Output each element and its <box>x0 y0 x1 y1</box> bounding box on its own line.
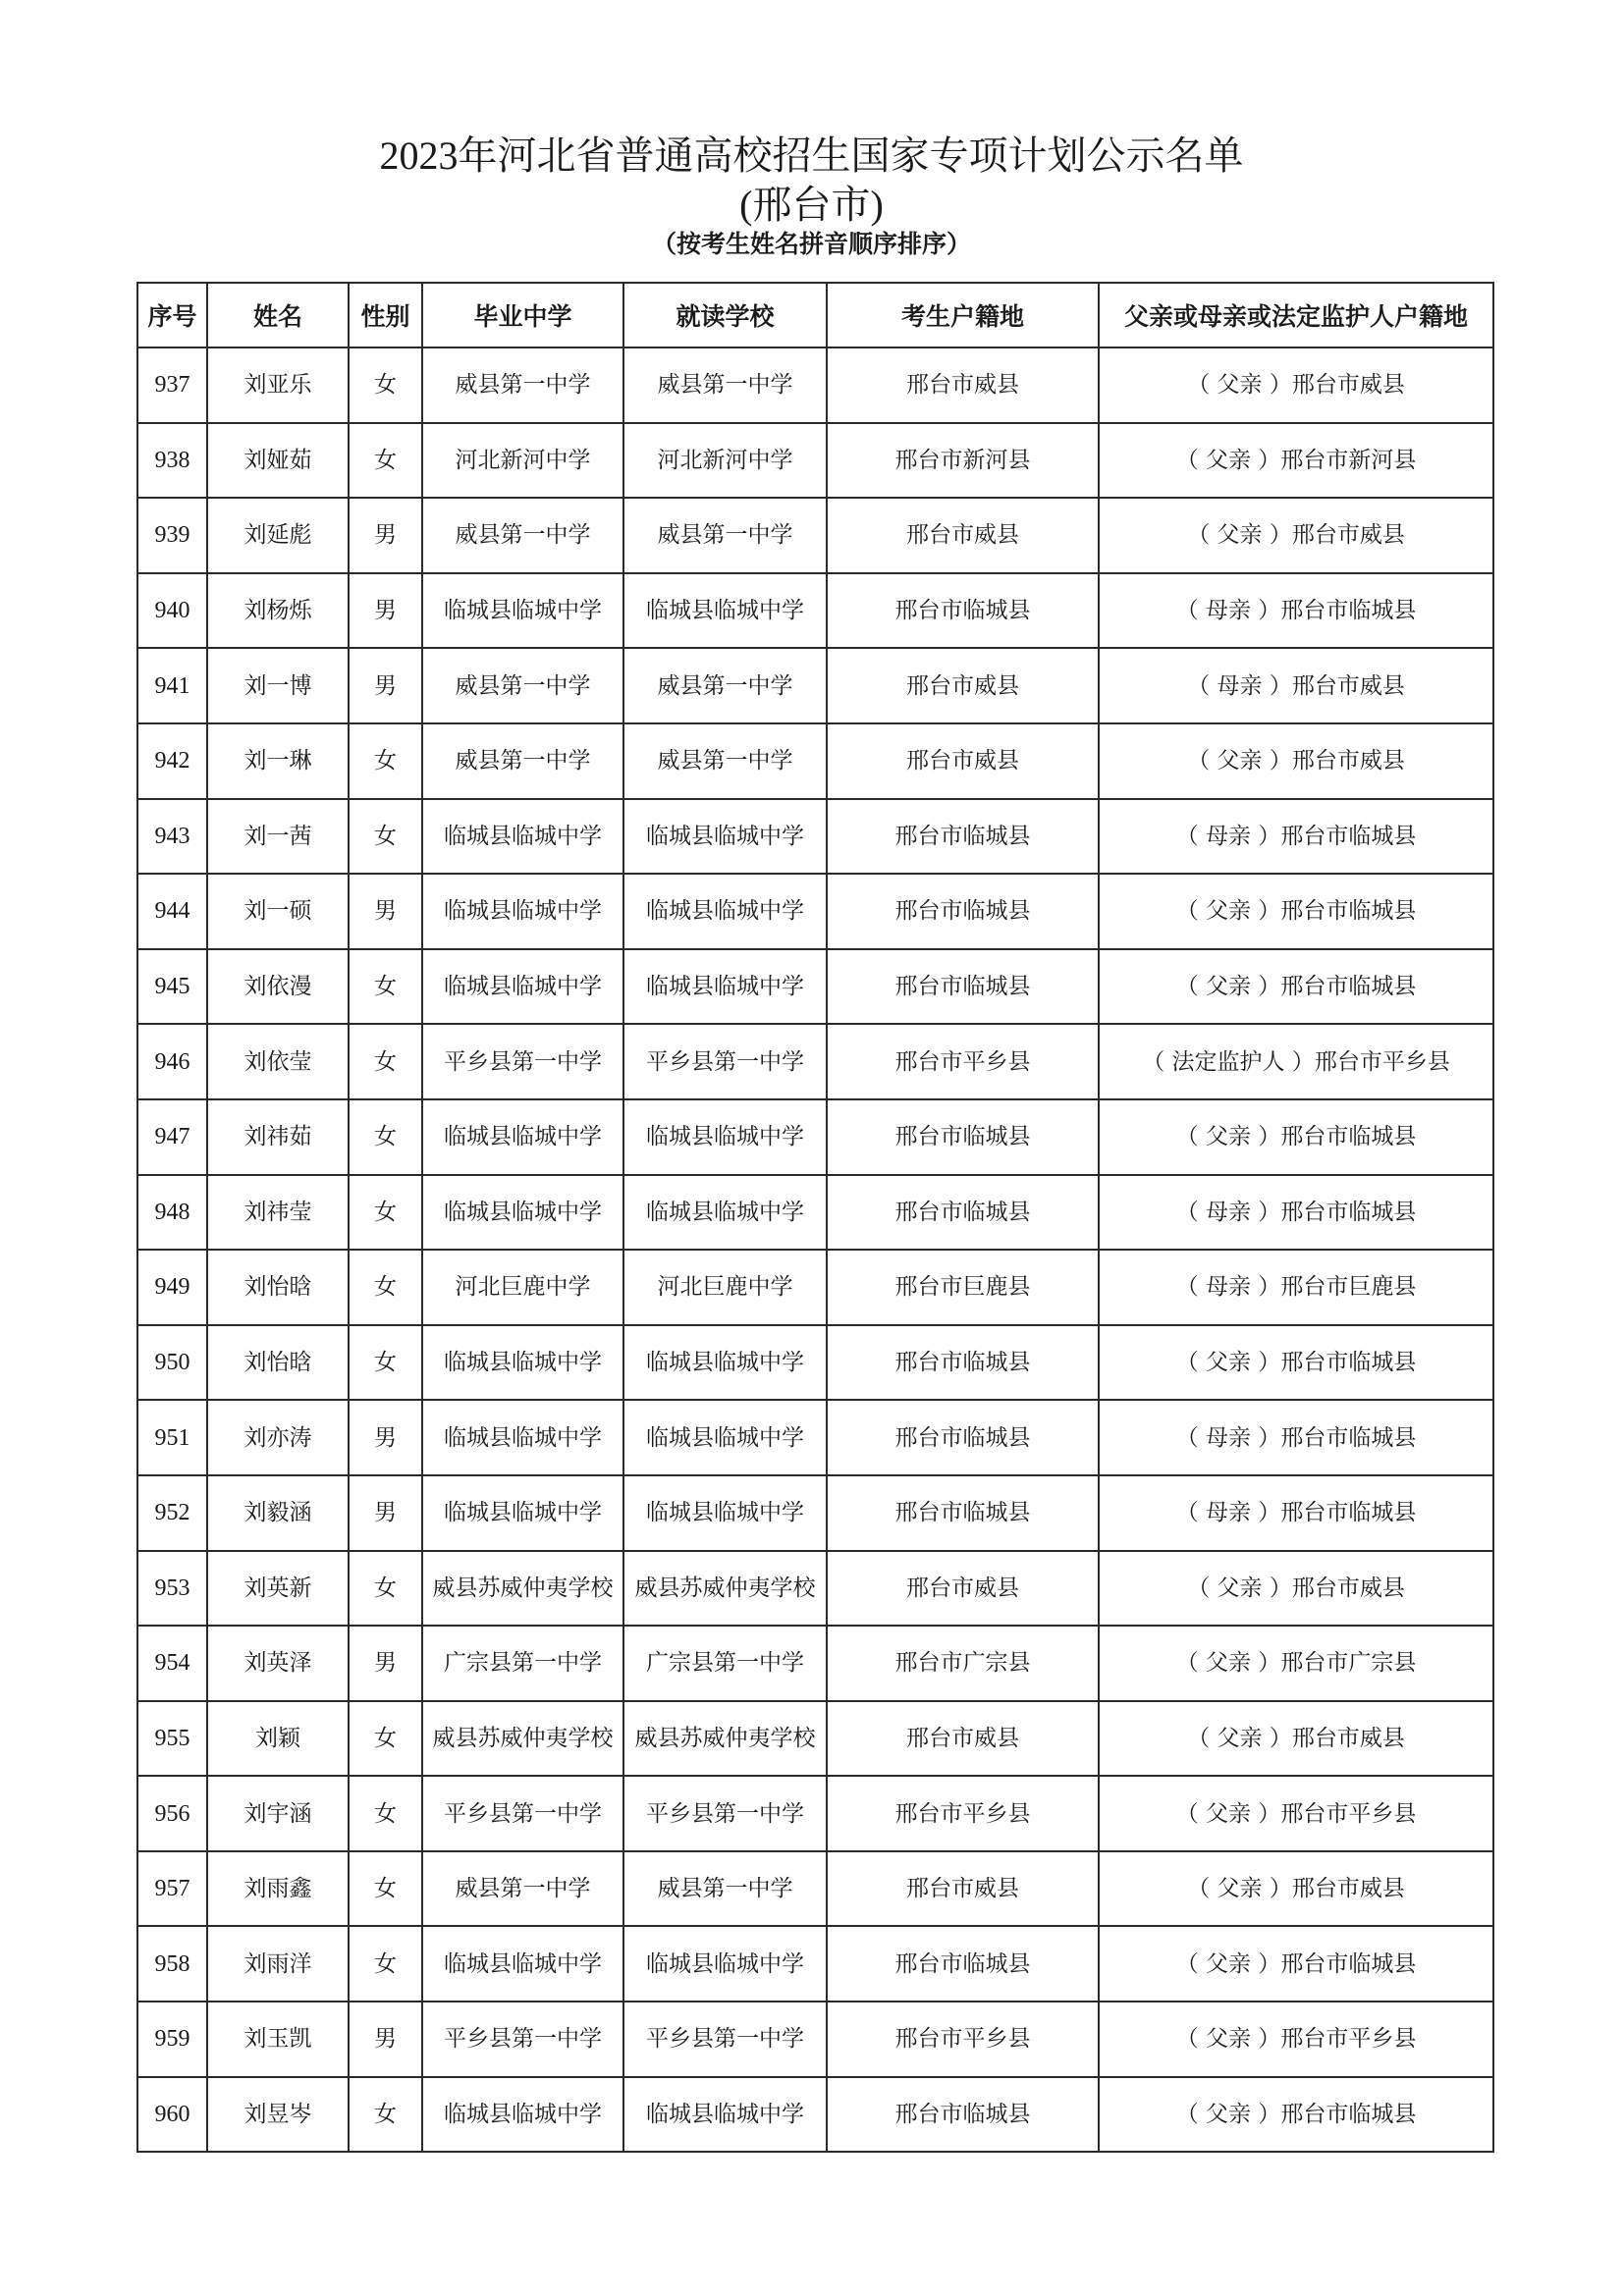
cell-guardian-residence <box>1099 1701 1493 1777</box>
cell-guardian-residence <box>1099 723 1493 799</box>
cell-study-school: 临城县临城中学 <box>623 799 827 875</box>
cell-gender: 男 <box>349 2002 422 2077</box>
cell-residence: 邢台市威县 <box>827 347 1099 423</box>
table-row <box>137 423 1493 499</box>
guardian-relation: （ 父亲 ） <box>1187 748 1292 774</box>
cell-name: 刘祎莹 <box>207 1175 349 1251</box>
table-row <box>137 1776 1493 1851</box>
cell-residence: 邢台市临城县 <box>827 799 1099 875</box>
cell-grad-school: 临城县临城中学 <box>422 799 623 875</box>
cell-guardian-residence <box>1099 1551 1493 1627</box>
roster-table <box>136 282 1494 2153</box>
table-row <box>137 648 1493 723</box>
cell-guardian-residence <box>1099 1776 1493 1851</box>
guardian-relation: （ 母亲 ） <box>1187 672 1292 699</box>
cell-study-school: 临城县临城中学 <box>623 874 827 949</box>
cell-guardian-residence <box>1099 1175 1493 1251</box>
cell-name: 刘娅茹 <box>207 423 349 499</box>
table-header-row <box>137 283 1493 347</box>
cell-residence: 邢台市平乡县 <box>827 2002 1099 2077</box>
cell-no: 945 <box>137 949 207 1025</box>
guardian-relation: （ 父亲 ） <box>1175 447 1281 473</box>
cell-name: 刘依漫 <box>207 949 349 1025</box>
cell-no: 959 <box>137 2002 207 2077</box>
cell-no: 956 <box>137 1776 207 1851</box>
cell-grad-school: 平乡县第一中学 <box>422 1024 623 1099</box>
cell-guardian-residence <box>1099 648 1493 723</box>
cell-gender: 女 <box>349 1325 422 1401</box>
guardian-relation: （ 父亲 ） <box>1175 974 1281 1000</box>
cell-grad-school: 临城县临城中学 <box>422 1475 623 1551</box>
guardian-place: 邢台市威县 <box>1291 1876 1405 1902</box>
cell-residence: 邢台市威县 <box>827 498 1099 573</box>
column-header-gender: 性别 <box>349 283 422 347</box>
table-row <box>137 1400 1493 1475</box>
column-header-study-school: 就读学校 <box>623 283 827 347</box>
guardian-place: 邢台市威县 <box>1291 672 1405 699</box>
cell-residence: 邢台市临城县 <box>827 874 1099 949</box>
cell-residence: 邢台市临城县 <box>827 2077 1099 2153</box>
table-row <box>137 1325 1493 1401</box>
cell-no: 937 <box>137 347 207 423</box>
guardian-relation: （ 父亲 ） <box>1175 1800 1281 1827</box>
cell-grad-school: 河北巨鹿中学 <box>422 1250 623 1325</box>
cell-residence: 邢台市临城县 <box>827 1099 1099 1175</box>
guardian-place: 邢台市威县 <box>1291 372 1405 399</box>
cell-name: 刘杨烁 <box>207 573 349 649</box>
cell-grad-school: 平乡县第一中学 <box>422 1776 623 1851</box>
cell-no: 953 <box>137 1551 207 1627</box>
table-row <box>137 2077 1493 2153</box>
cell-residence: 邢台市临城县 <box>827 573 1099 649</box>
cell-study-school: 威县苏威仲夷学校 <box>623 1701 827 1777</box>
cell-grad-school: 威县苏威仲夷学校 <box>422 1701 623 1777</box>
cell-study-school: 平乡县第一中学 <box>623 1776 827 1851</box>
cell-no: 958 <box>137 1926 207 2002</box>
cell-residence: 邢台市广宗县 <box>827 1626 1099 1701</box>
cell-guardian-residence <box>1099 1926 1493 2002</box>
guardian-place: 邢台市威县 <box>1291 1725 1405 1751</box>
cell-residence: 邢台市巨鹿县 <box>827 1250 1099 1325</box>
cell-grad-school: 临城县临城中学 <box>422 573 623 649</box>
cell-name: 刘昱岑 <box>207 2077 349 2153</box>
cell-no: 943 <box>137 799 207 875</box>
column-header-residence: 考生户籍地 <box>827 283 1099 347</box>
cell-residence: 邢台市临城县 <box>827 1400 1099 1475</box>
cell-residence: 邢台市威县 <box>827 1551 1099 1627</box>
cell-grad-school: 威县第一中学 <box>422 648 623 723</box>
cell-guardian-residence <box>1099 1851 1493 1927</box>
cell-no: 952 <box>137 1475 207 1551</box>
table-row <box>137 1551 1493 1627</box>
guardian-place: 邢台市临城县 <box>1280 1124 1417 1150</box>
cell-study-school: 河北新河中学 <box>623 423 827 499</box>
table-row <box>137 723 1493 799</box>
guardian-relation: （ 母亲 ） <box>1175 1424 1281 1451</box>
guardian-relation: （ 父亲 ） <box>1175 898 1281 925</box>
table-row <box>137 1851 1493 1927</box>
cell-residence: 邢台市临城县 <box>827 949 1099 1025</box>
guardian-relation: （ 父亲 ） <box>1187 1575 1292 1601</box>
cell-guardian-residence <box>1099 1250 1493 1325</box>
guardian-place: 邢台市平乡县 <box>1314 1048 1450 1075</box>
cell-guardian-residence <box>1099 573 1493 649</box>
cell-gender: 女 <box>349 1175 422 1251</box>
cell-name: 刘依莹 <box>207 1024 349 1099</box>
cell-name: 刘雨洋 <box>207 1926 349 2002</box>
cell-no: 938 <box>137 423 207 499</box>
guardian-place: 邢台市临城县 <box>1280 1350 1417 1376</box>
cell-residence: 邢台市威县 <box>827 723 1099 799</box>
guardian-place: 邢台市临城县 <box>1280 974 1417 1000</box>
guardian-place: 邢台市广宗县 <box>1280 1650 1417 1677</box>
guardian-relation: （ 母亲 ） <box>1175 1199 1281 1225</box>
table-row <box>137 1250 1493 1325</box>
table-row <box>137 347 1493 423</box>
column-header-no: 序号 <box>137 283 207 347</box>
cell-gender: 男 <box>349 1475 422 1551</box>
cell-no: 948 <box>137 1175 207 1251</box>
cell-no: 944 <box>137 874 207 949</box>
table-row <box>137 1926 1493 2002</box>
cell-no: 957 <box>137 1851 207 1927</box>
guardian-relation: （ 法定监护人 ） <box>1142 1048 1315 1075</box>
table-row <box>137 874 1493 949</box>
guardian-place: 邢台市临城县 <box>1280 823 1417 849</box>
cell-grad-school: 临城县临城中学 <box>422 1926 623 2002</box>
cell-study-school: 临城县临城中学 <box>623 1926 827 2002</box>
cell-grad-school: 临城县临城中学 <box>422 2077 623 2153</box>
table-row <box>137 498 1493 573</box>
cell-guardian-residence <box>1099 1099 1493 1175</box>
guardian-place: 邢台市临城县 <box>1280 1199 1417 1225</box>
guardian-place: 邢台市威县 <box>1291 748 1405 774</box>
guardian-relation: （ 父亲 ） <box>1175 1124 1281 1150</box>
guardian-relation: （ 父亲 ） <box>1175 2101 1281 2127</box>
guardian-place: 邢台市威县 <box>1291 1575 1405 1601</box>
cell-guardian-residence <box>1099 1626 1493 1701</box>
cell-study-school: 临城县临城中学 <box>623 1475 827 1551</box>
table-row <box>137 1626 1493 1701</box>
cell-guardian-residence <box>1099 498 1493 573</box>
guardian-relation: （ 父亲 ） <box>1187 1725 1292 1751</box>
cell-residence: 邢台市威县 <box>827 1701 1099 1777</box>
cell-gender: 女 <box>349 1701 422 1777</box>
cell-residence: 邢台市临城县 <box>827 1175 1099 1251</box>
cell-name: 刘亦涛 <box>207 1400 349 1475</box>
guardian-relation: （ 父亲 ） <box>1187 522 1292 549</box>
guardian-place: 邢台市临城县 <box>1280 898 1417 925</box>
cell-residence: 邢台市平乡县 <box>827 1776 1099 1851</box>
cell-gender: 女 <box>349 949 422 1025</box>
cell-name: 刘亚乐 <box>207 347 349 423</box>
cell-name: 刘毅涵 <box>207 1475 349 1551</box>
cell-grad-school: 河北新河中学 <box>422 423 623 499</box>
guardian-relation: （ 父亲 ） <box>1187 1876 1292 1902</box>
cell-study-school: 平乡县第一中学 <box>623 2002 827 2077</box>
cell-residence: 邢台市新河县 <box>827 423 1099 499</box>
cell-gender: 女 <box>349 1776 422 1851</box>
cell-gender: 女 <box>349 1250 422 1325</box>
cell-name: 刘怡晗 <box>207 1325 349 1401</box>
table-row <box>137 2002 1493 2077</box>
cell-gender: 男 <box>349 1400 422 1475</box>
cell-study-school: 临城县临城中学 <box>623 2077 827 2153</box>
cell-no: 954 <box>137 1626 207 1701</box>
cell-gender: 女 <box>349 1099 422 1175</box>
cell-study-school: 临城县临城中学 <box>623 949 827 1025</box>
column-header-name: 姓名 <box>207 283 349 347</box>
document-title: 2023年河北省普通高校招生国家专项计划公示名单 <box>379 133 1244 178</box>
table-row <box>137 799 1493 875</box>
cell-study-school: 平乡县第一中学 <box>623 1024 827 1099</box>
cell-study-school: 威县第一中学 <box>623 1851 827 1927</box>
cell-gender: 女 <box>349 1926 422 2002</box>
cell-grad-school: 临城县临城中学 <box>422 874 623 949</box>
guardian-relation: （ 母亲 ） <box>1175 1274 1281 1301</box>
cell-guardian-residence <box>1099 423 1493 499</box>
table-row <box>137 1024 1493 1099</box>
cell-guardian-residence <box>1099 874 1493 949</box>
guardian-relation: （ 母亲 ） <box>1175 1500 1281 1526</box>
guardian-relation: （ 母亲 ） <box>1175 598 1281 624</box>
cell-study-school: 广宗县第一中学 <box>623 1626 827 1701</box>
guardian-place: 邢台市临城县 <box>1280 2101 1417 2127</box>
guardian-relation: （ 母亲 ） <box>1175 823 1281 849</box>
table-row <box>137 1175 1493 1251</box>
cell-residence: 邢台市威县 <box>827 648 1099 723</box>
cell-name: 刘一硕 <box>207 874 349 949</box>
guardian-relation: （ 父亲 ） <box>1175 1350 1281 1376</box>
cell-no: 955 <box>137 1701 207 1777</box>
table-row <box>137 1099 1493 1175</box>
cell-study-school: 威县第一中学 <box>623 723 827 799</box>
cell-name: 刘一琳 <box>207 723 349 799</box>
cell-grad-school: 临城县临城中学 <box>422 1325 623 1401</box>
cell-gender: 女 <box>349 423 422 499</box>
cell-grad-school: 广宗县第一中学 <box>422 1626 623 1701</box>
guardian-place: 邢台市临城县 <box>1280 1950 1417 1977</box>
cell-gender: 男 <box>349 498 422 573</box>
cell-no: 942 <box>137 723 207 799</box>
cell-residence: 邢台市临城县 <box>827 1325 1099 1401</box>
cell-gender: 男 <box>349 874 422 949</box>
cell-grad-school: 平乡县第一中学 <box>422 2002 623 2077</box>
cell-no: 939 <box>137 498 207 573</box>
cell-guardian-residence <box>1099 1475 1493 1551</box>
cell-guardian-residence <box>1099 1024 1493 1099</box>
cell-study-school: 临城县临城中学 <box>623 573 827 649</box>
cell-grad-school: 威县苏威仲夷学校 <box>422 1551 623 1627</box>
cell-residence: 邢台市平乡县 <box>827 1024 1099 1099</box>
guardian-place: 邢台市临城县 <box>1280 1500 1417 1526</box>
cell-study-school: 威县第一中学 <box>623 347 827 423</box>
cell-gender: 女 <box>349 1551 422 1627</box>
guardian-relation: （ 父亲 ） <box>1175 1950 1281 1977</box>
guardian-place: 邢台市巨鹿县 <box>1280 1274 1417 1301</box>
cell-residence: 邢台市临城县 <box>827 1926 1099 2002</box>
cell-gender: 男 <box>349 1626 422 1701</box>
document-subtitle-city: (邢台市) <box>739 183 884 227</box>
guardian-relation: （ 父亲 ） <box>1187 372 1292 399</box>
cell-grad-school: 威县第一中学 <box>422 1851 623 1927</box>
cell-name: 刘玉凯 <box>207 2002 349 2077</box>
cell-gender: 女 <box>349 347 422 423</box>
table-row <box>137 573 1493 649</box>
guardian-place: 邢台市平乡县 <box>1280 2026 1417 2053</box>
table-row <box>137 1701 1493 1777</box>
cell-grad-school: 临城县临城中学 <box>422 1099 623 1175</box>
guardian-place: 邢台市临城县 <box>1280 598 1417 624</box>
cell-study-school: 临城县临城中学 <box>623 1175 827 1251</box>
document-sort-note: （按考生姓名拼音顺序排序） <box>651 230 971 258</box>
cell-gender: 男 <box>349 648 422 723</box>
table-row <box>137 949 1493 1025</box>
cell-residence: 邢台市临城县 <box>827 1475 1099 1551</box>
cell-study-school: 威县苏威仲夷学校 <box>623 1551 827 1627</box>
column-header-grad-school: 毕业中学 <box>422 283 623 347</box>
cell-guardian-residence <box>1099 347 1493 423</box>
cell-grad-school: 威县第一中学 <box>422 347 623 423</box>
cell-gender: 男 <box>349 573 422 649</box>
cell-no: 946 <box>137 1024 207 1099</box>
guardian-relation: （ 父亲 ） <box>1175 1650 1281 1677</box>
cell-grad-school: 临城县临城中学 <box>422 949 623 1025</box>
cell-no: 940 <box>137 573 207 649</box>
cell-guardian-residence <box>1099 1400 1493 1475</box>
cell-gender: 女 <box>349 1024 422 1099</box>
cell-study-school: 临城县临城中学 <box>623 1325 827 1401</box>
table-row <box>137 1475 1493 1551</box>
cell-study-school: 临城县临城中学 <box>623 1099 827 1175</box>
cell-name: 刘一博 <box>207 648 349 723</box>
guardian-place: 邢台市平乡县 <box>1280 1800 1417 1827</box>
cell-guardian-residence <box>1099 2002 1493 2077</box>
cell-grad-school: 临城县临城中学 <box>422 1175 623 1251</box>
cell-study-school: 河北巨鹿中学 <box>623 1250 827 1325</box>
cell-name: 刘英新 <box>207 1551 349 1627</box>
cell-name: 刘英泽 <box>207 1626 349 1701</box>
cell-name: 刘怡晗 <box>207 1250 349 1325</box>
cell-guardian-residence <box>1099 1325 1493 1401</box>
cell-gender: 女 <box>349 799 422 875</box>
table-body <box>137 347 1493 2152</box>
cell-name: 刘延彪 <box>207 498 349 573</box>
cell-no: 949 <box>137 1250 207 1325</box>
cell-name: 刘一茜 <box>207 799 349 875</box>
cell-name: 刘雨鑫 <box>207 1851 349 1927</box>
guardian-place: 邢台市临城县 <box>1280 1424 1417 1451</box>
column-header-guardian-residence: 父亲或母亲或法定监护人户籍地 <box>1099 283 1493 347</box>
cell-gender: 女 <box>349 1851 422 1927</box>
cell-guardian-residence <box>1099 2077 1493 2153</box>
cell-residence: 邢台市威县 <box>827 1851 1099 1927</box>
cell-study-school: 威县第一中学 <box>623 498 827 573</box>
guardian-place: 邢台市威县 <box>1291 522 1405 549</box>
cell-name: 刘颖 <box>207 1701 349 1777</box>
cell-no: 951 <box>137 1400 207 1475</box>
guardian-place: 邢台市新河县 <box>1280 447 1417 473</box>
cell-grad-school: 临城县临城中学 <box>422 1400 623 1475</box>
cell-guardian-residence <box>1099 949 1493 1025</box>
cell-name: 刘祎茹 <box>207 1099 349 1175</box>
cell-no: 950 <box>137 1325 207 1401</box>
cell-grad-school: 威县第一中学 <box>422 723 623 799</box>
cell-no: 960 <box>137 2077 207 2153</box>
cell-no: 947 <box>137 1099 207 1175</box>
cell-gender: 女 <box>349 2077 422 2153</box>
cell-gender: 女 <box>349 723 422 799</box>
guardian-relation: （ 父亲 ） <box>1175 2026 1281 2053</box>
cell-guardian-residence <box>1099 799 1493 875</box>
cell-study-school: 威县第一中学 <box>623 648 827 723</box>
cell-no: 941 <box>137 648 207 723</box>
cell-study-school: 临城县临城中学 <box>623 1400 827 1475</box>
cell-name: 刘宇涵 <box>207 1776 349 1851</box>
cell-grad-school: 威县第一中学 <box>422 498 623 573</box>
